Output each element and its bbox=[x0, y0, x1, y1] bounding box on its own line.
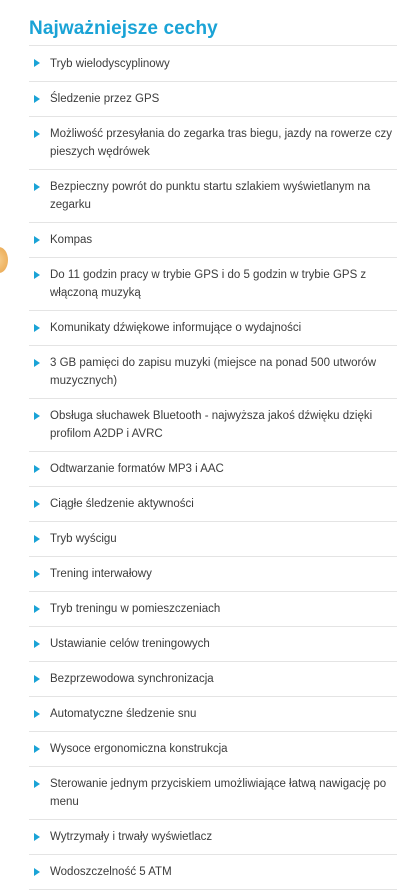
list-item bbox=[29, 855, 397, 890]
list-item bbox=[29, 311, 397, 346]
feature-text: Tryb wyścigu bbox=[50, 533, 117, 545]
list-item bbox=[29, 399, 397, 452]
triangle-right-icon bbox=[34, 130, 40, 138]
list-item bbox=[29, 767, 397, 820]
triangle-right-icon bbox=[34, 640, 40, 648]
feature-text: Komunikaty dźwiękowe informujące o wydajności bbox=[50, 322, 302, 334]
triangle-right-icon bbox=[34, 271, 40, 279]
feature-text: Trening interwałowy bbox=[50, 568, 152, 580]
triangle-right-icon bbox=[34, 780, 40, 788]
triangle-right-icon bbox=[34, 236, 40, 244]
feature-text: Tryb wielodyscyplinowy bbox=[50, 58, 170, 70]
feature-text: Śledzenie przez GPS bbox=[50, 93, 160, 105]
feature-text: Wysoce ergonomiczna konstrukcja bbox=[50, 743, 228, 755]
features-section bbox=[29, 0, 397, 890]
feature-text: Odtwarzanie formatów MP3 i AAC bbox=[50, 463, 224, 475]
triangle-right-icon bbox=[34, 183, 40, 191]
triangle-right-icon bbox=[34, 745, 40, 753]
list-item bbox=[29, 522, 397, 557]
list-item bbox=[29, 697, 397, 732]
feature-text: Wodoszczelność 5 ATM bbox=[50, 866, 172, 878]
feature-text: Sterowanie jednym przyciskiem umożliwiające łatwą nawigację po menu bbox=[50, 778, 387, 808]
list-item bbox=[29, 557, 397, 592]
list-item bbox=[29, 346, 397, 399]
feature-text: Bezprzewodowa synchronizacja bbox=[50, 673, 214, 685]
feature-text: Obsługa słuchawek Bluetooth - najwyższa jakoś dźwięku dzięki profilom A2DP i AVRC bbox=[50, 410, 373, 440]
feature-text: 3 GB pamięci do zapisu muzyki (miejsce na ponad 500 utworów muzycznych) bbox=[50, 357, 376, 387]
list-item bbox=[29, 258, 397, 311]
section-title: Najważniejsze cechy bbox=[29, 18, 218, 39]
feature-text: Automatyczne śledzenie snu bbox=[50, 708, 197, 720]
feature-text: Bezpieczny powrót do punktu startu szlakiem wyświetlanym na zegarku bbox=[50, 181, 371, 211]
list-item bbox=[29, 662, 397, 697]
triangle-right-icon bbox=[34, 465, 40, 473]
triangle-right-icon bbox=[34, 605, 40, 613]
triangle-right-icon bbox=[34, 868, 40, 876]
triangle-right-icon bbox=[34, 675, 40, 683]
list-item bbox=[29, 223, 397, 258]
triangle-right-icon bbox=[34, 500, 40, 508]
list-item bbox=[29, 170, 397, 223]
feature-text: Ciągłe śledzenie aktywności bbox=[50, 498, 194, 510]
feature-text: Do 11 godzin pracy w trybie GPS i do 5 godzin w trybie GPS z włączoną muzyką bbox=[50, 269, 367, 299]
feature-text: Kompas bbox=[50, 234, 93, 246]
triangle-right-icon bbox=[34, 324, 40, 332]
floating-action-edge[interactable] bbox=[0, 247, 8, 273]
feature-list bbox=[29, 46, 397, 890]
triangle-right-icon bbox=[34, 359, 40, 367]
list-item bbox=[29, 820, 397, 855]
triangle-right-icon bbox=[34, 412, 40, 420]
list-item bbox=[29, 627, 397, 662]
feature-text: Wytrzymały i trwały wyświetlacz bbox=[50, 831, 213, 843]
triangle-right-icon bbox=[34, 59, 40, 67]
list-item bbox=[29, 592, 397, 627]
feature-text: Tryb treningu w pomieszczeniach bbox=[50, 603, 221, 615]
list-item bbox=[29, 46, 397, 82]
triangle-right-icon bbox=[34, 710, 40, 718]
feature-text: Możliwość przesyłania do zegarka tras biegu, jazdy na rowerze czy pieszych wędrówek bbox=[50, 128, 392, 158]
list-item bbox=[29, 82, 397, 117]
triangle-right-icon bbox=[34, 570, 40, 578]
list-item bbox=[29, 487, 397, 522]
triangle-right-icon bbox=[34, 535, 40, 543]
list-item bbox=[29, 732, 397, 767]
triangle-right-icon bbox=[34, 833, 40, 841]
list-item bbox=[29, 117, 397, 170]
triangle-right-icon bbox=[34, 95, 40, 103]
list-item bbox=[29, 452, 397, 487]
feature-text: Ustawianie celów treningowych bbox=[50, 638, 210, 650]
